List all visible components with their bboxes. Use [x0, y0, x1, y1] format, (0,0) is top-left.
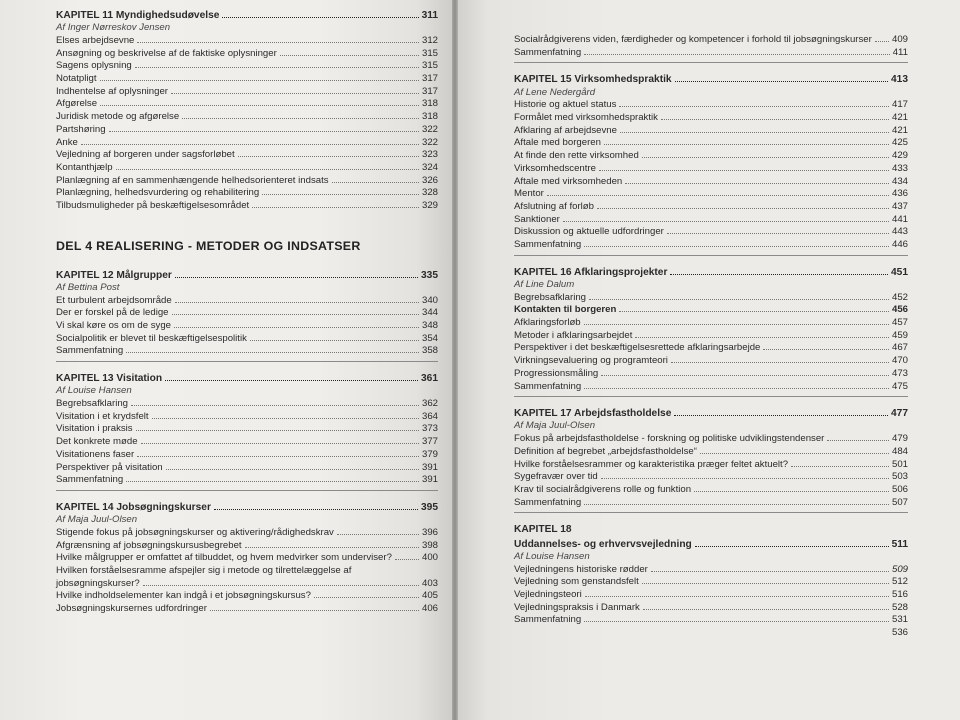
toc-entry: Ansøgning og beskrivelse af de faktiske oplysninger 315: [56, 47, 438, 59]
toc-entry: Stigende fokus på jobsøgningskurser og aktivering/rådighedskrav 396: [56, 526, 438, 538]
toc-entry: Hvilke forståelsesrammer og karakteristika præger feltet aktuelt? 501: [514, 458, 908, 470]
toc-entry: Definition af begrebet „arbejdsfastholdelse“ 484: [514, 445, 908, 457]
chapter-12-heading: KAPITEL 12 Målgrupper 335: [56, 269, 438, 281]
toc-entry: Afgrænsning af jobsøgningskursusbegrebet 398: [56, 539, 438, 551]
toc-entry: Aftale med virksomheden 434: [514, 175, 908, 187]
toc-entry: Perspektiver i det beskæftigelsesrettede afklaringsarbejde 467: [514, 342, 908, 354]
toc-entry: Sammenfatning 446: [514, 239, 908, 251]
toc-entry: jobsøgningskurser? 403: [56, 577, 438, 589]
right-page: [458, 0, 960, 720]
toc-entry: Notatpligt 317: [56, 73, 438, 85]
toc-entry: Fokus på arbejdsfastholdelse - forskning og politiske udviklingstendenser 479: [514, 433, 908, 445]
toc-entry: Planlægning af en sammenhængende helhedsorienteret indsats 326: [56, 174, 438, 186]
toc-entry: Afgørelse 318: [56, 98, 438, 110]
toc-entry: Indhentelse af oplysninger 317: [56, 85, 438, 97]
toc-entry: Elses arbejdsevne 312: [56, 34, 438, 46]
toc-entry: Krav til socialrådgiverens rolle og funktion 506: [514, 484, 908, 495]
toc-entry: Sanktioner 441: [514, 213, 908, 225]
toc-entry: Vejledningspraksis i Danmark 528: [514, 601, 908, 613]
toc-entry: Aftale med borgeren 425: [514, 137, 908, 149]
toc-entry: Diskussion og aktuelle udfordringer 443: [514, 226, 908, 238]
toc-entry: Afklaring af arbejdsevne 421: [514, 124, 908, 136]
toc-entry: Vejledning som genstandsfelt 512: [514, 576, 908, 588]
chapter-11-author: Af Inger Nørreskov Jensen: [56, 22, 171, 34]
toc-entry: Progressionsmåling 473: [514, 367, 908, 379]
toc-entry: Partshøring 322: [56, 123, 438, 135]
toc-entry: Et turbulent arbejdsområde 340: [56, 294, 438, 306]
chapter-13-heading: KAPITEL 13 Visitation 361: [56, 373, 438, 385]
toc-entry: Begrebsafklaring 362: [56, 398, 438, 410]
chapter-14-author: Af Maja Juul-Olsen: [56, 514, 138, 526]
chapter-15-author: Af Lene Nedergård: [514, 86, 596, 98]
toc-entry: Vi skal køre os om de syge 348: [56, 320, 438, 332]
toc-entry: Sammenfatning 531: [514, 614, 908, 626]
divider: [514, 396, 908, 397]
chapter-16-author: Af Line Dalum: [514, 278, 575, 290]
chapter-11-heading: KAPITEL 11 Myndighedsudøvelse 311: [56, 10, 438, 21]
toc-entry: Kontakten til borgeren 456: [514, 304, 908, 316]
divider: [514, 255, 908, 256]
toc-entry: 536: [891, 627, 908, 639]
chapter-12-author: Af Bettina Post: [56, 281, 120, 293]
toc-entry: Virksomhedscentre 433: [514, 162, 908, 174]
toc-entry: Sammenfatning 411: [514, 46, 908, 58]
chapter-16-heading: KAPITEL 16 Afklaringsprojekter 451: [514, 266, 908, 278]
part-4-heading: DEL 4 REALISERING - METODER OG INDSATSER: [56, 238, 361, 253]
toc-entry: Der er forskel på de ledige 344: [56, 307, 438, 319]
toc-entry: Det konkrete møde 377: [56, 436, 438, 448]
chapter-18-heading: Uddannelses- og erhvervsvejledning 511: [514, 538, 908, 550]
toc-entry: Formålet med virksomhedspraktik 421: [514, 112, 908, 124]
toc-entry: Tilbudsmuligheder på beskæftigelsesområdet 329: [56, 200, 438, 212]
chapter-17-author: Af Maja Juul-Olsen: [514, 420, 596, 432]
left-page: [0, 0, 452, 720]
divider: [514, 62, 908, 63]
toc-entry: Hvilke målgrupper er omfattet af tilbuddet, og hvem medvirker som underviser? 400: [56, 552, 438, 564]
chapter-18-label: KAPITEL 18: [514, 524, 572, 536]
toc-entry: Sammenfatning 475: [514, 380, 908, 392]
toc-entry: Jobsøgningskursernes udfordringer 406: [56, 603, 438, 615]
toc-entry: Visitation i praksis 373: [56, 423, 438, 435]
toc-entry: Hvilke indholdselementer kan indgå i et jobsøgningskursus? 405: [56, 590, 438, 602]
toc-entry: Sammenfatning 358: [56, 345, 438, 357]
toc-entry: Mentor 436: [514, 188, 908, 200]
chapter-17-heading: KAPITEL 17 Arbejdsfastholdelse 477: [514, 408, 908, 420]
toc-entry: Historie og aktuel status 417: [514, 99, 908, 111]
toc-entry-line1: Hvilken forståelsesramme afspejler sig i metode og tilrettelæggelse af: [56, 565, 352, 577]
toc-entry: At finde den rette virksomhed 429: [514, 150, 908, 162]
toc-entry: Kontanthjælp 324: [56, 161, 438, 173]
toc-entry: Juridisk metode og afgørelse 318: [56, 111, 438, 123]
divider: [514, 512, 908, 513]
chapter-13-author: Af Louise Hansen: [56, 385, 132, 397]
toc-entry: Vejledning af borgeren under sagsforløbet 323: [56, 149, 438, 161]
toc-entry: Vejledningens historiske rødder 509: [514, 563, 908, 575]
toc-entry: Socialrådgiverens viden, færdigheder og kompetencer i forhold til jobsøgningskurser 409: [514, 34, 908, 45]
toc-entry: Visitation i et krydsfelt 364: [56, 410, 438, 422]
toc-entry: Sygefravær over tid 503: [514, 471, 908, 483]
toc-entry: Sammenfatning 391: [56, 474, 438, 486]
chapter-14-heading: KAPITEL 14 Jobsøgningskurser 395: [56, 502, 438, 513]
toc-entry: Afklaringsforløb 457: [514, 317, 908, 329]
toc-entry: Anke 322: [56, 136, 438, 148]
chapter-18-author: Af Louise Hansen: [514, 550, 590, 562]
toc-entry: Planlægning, helhedsvurdering og rehabilitering 328: [56, 187, 438, 199]
chapter-15-heading: KAPITEL 15 Virksomhedspraktik 413: [514, 74, 908, 86]
toc-entry: Perspektiver på visitation 391: [56, 461, 438, 473]
toc-entry: Begrebsafklaring 452: [514, 291, 908, 303]
toc-entry: Socialpolitik er blevet til beskæftigelsespolitik 354: [56, 332, 438, 344]
toc-entry: Visitationens faser 379: [56, 448, 438, 460]
toc-entry: Sammenfatning 507: [514, 496, 908, 508]
toc-entry: Sagens oplysning 315: [56, 60, 438, 72]
toc-entry: Virkningsevaluering og programteori 470: [514, 355, 908, 367]
toc-entry: Afslutning af forløb 437: [514, 200, 908, 212]
divider: [56, 361, 438, 362]
toc-entry: Metoder i afklaringsarbejdet 459: [514, 329, 908, 341]
toc-entry: Vejledningsteori 516: [514, 588, 908, 600]
divider: [56, 490, 438, 491]
